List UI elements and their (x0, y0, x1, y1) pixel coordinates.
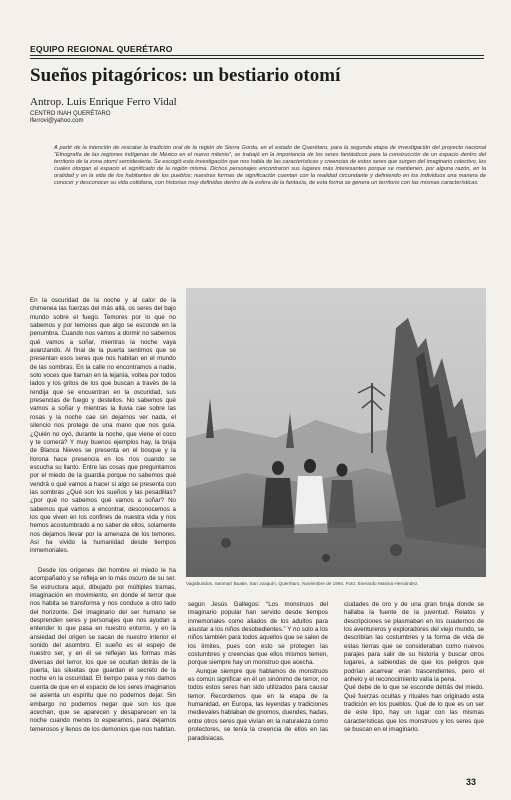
page-number: 33 (466, 777, 477, 787)
body-column-middle (188, 601, 328, 767)
article-photo (186, 288, 486, 577)
photo-caption: Vagabundos, Sanmarí Buatie, San Joaquín, Querétaro, Noviembre de 1994. Foto: Everardo Masina Hernández. (186, 581, 419, 586)
author-affiliation (30, 111, 111, 125)
body-paragraph: Desde los orígenes del hombre el miedo le ha acompañado y se refleja en lo más oscuro de su ser. Se estructura aquí, dibujado por múltiples tramas, imaginación en movimiento, en donde el terror que nos habita se transforma y nos conduce a otro lado del horizonte. Del imaginario del ser humano se desprenden seres y personajes que nos ayudan a entender lo que pasa en nuestro entorno, y en la ansiedad del origen se sacan de nuestro interior el sonido del asombro. El sueño es el espejo de nuestro ser, y en él se reflejan las formas más diversas del terror, los que se ocultan detrás de la puerta, las siluetas que guardan el secreto de la noche en la oscuridad. El tiempo pasa y nos damos cuenta de que en el espacio de los seres imaginarios se asienta un espíritu que no podemos dejar. Sin embargo no podemos negar que son los que acechan, que se aparecen y desaparecen en la noche cuando menos lo esperamos, para dejarnos temerosos y llenos de los demonios que nos habitan. (30, 567, 176, 733)
header-rule-thin (30, 58, 484, 59)
body-paragraph: Qué debe de lo que se esconde detrás del miedo. Qué fuerzas ocultas y rituales han originado esta tradición en los pueblos. Qué de lo que es un ser de este tipo, hay un lugar con las mismas características que los monstruos y los seres que se buscan en el imaginario. (344, 684, 484, 734)
header-rule (30, 55, 484, 56)
body-column-left-top (30, 297, 176, 559)
landscape-photo-graphic (186, 288, 486, 577)
body-paragraph: En la oscuridad de la noche y al calor de la chimenea las fuerzas del más allá, os seres del bajo mundo sobre el fuego. Temores por lo que no sabemos y por temores que algo se esconde en la penumbra. Cuando nos vamos a dormir no sabemos qué vamos a soñar, mientras la noche vaya avanzando. Al final de la puerta sentimos que se presentan esos seres que nos habitan en el mundo de las sombras. En la calle no encontramos a nadie, solo voces que llaman en la lejanía, voltea por todos lados y los gritos de los que buscan a través de la rendija que se encuentran en la oscuridad, sus presencias de fuego y destellos. No sabemos qué vamos a soñar y mientras la lluvia cae sobre las rosas y la noche cae sin dejarnos ver nada, el silencio nos protege de una mano que nos guía. ¿Quién no oyó, durante la noche, que viene el coco y te comerá? Y muy buenos ejemplos hay, la bruja de Blanca Nieves se presenta en el bosque y la llorona hace presencia en los ríos cuando se escucha su llanto. Entre las cosas que preguntamos por el miedo de la guardia porque no sabemos qué vendrá o qué vamos a hacer si algo se presenta con las sombras ¿Qué son los sueños y las pesadillas? ¿por qué no sabemos qué vamos a soñar? No sabemos qué vamos a encontrar, desconocemos a los que viven en los confines de nuestra vida y nos hemos acostumbrado a no saber de ellos, solamente nos dejamos llevar por la amenaza de los temores. Así ha vivido la humanidad desde tiempos inmemoriales. (30, 297, 176, 555)
affiliation-line: CENTRO INAH QUERÉTARO (30, 111, 111, 117)
body-paragraph: ciudades de oro y de una gran bruja donde se hallaba la fuente de la juventud. Relatos y descripciones se plasmaban en los cuadernos de los aventureros y exploradores del viejo mundo, se describían las costumbres y la forma de vida de estas tierras que se consideraban como nuevos parajes para salir de su historia y buscar otros lugares, a sabiendas de que los peligros que podrían acarrear eran trascendentes, pero el anhelo y el reconocimiento valía la pena. (344, 601, 484, 684)
body-column-left-bottom (30, 567, 176, 767)
abstract-text: A partir de la intención de rescatar la tradición oral de la región de Sierra Gorda, en el estado de Querétaro, para la segunda etapa de investigación del proyecto nacional “Etnografía de las regiones indígenas de México en el nuevo milenio”, se trabajó en la importancia de los seres fantásticos para la construcción de un espacio dentro del territorio de la zona otomí semidesierta. Se escogió esta investigación que nos habla de las características y creencias de estos seres que surgen del imaginario colectivo, los cuales otorgan al espacio el significado de la región misma. Dichos personajes encontraron sus lugares más interesantes porque se mantienen, por alguna razón, en la oralidad y en la vida de los habitantes de los pueblos; nuestras formas de significación cuentan con la realidad circundante y definiendo en los individuos una manera de conocer y desconocer su vida cotidiana, con historias muy definidas dentro de la esfera de la fantasía, de esta forma se genera un territorio con las mismas características. (54, 145, 486, 186)
body-paragraph: según Jesús Gallegos: “Los monstruos del imaginario popular han servido desde tiempos inmemoriales como aliados de los adultos para asustar a los niños desobedientes.” Y no solo a los niños también para todos aquellos que se salen de los límites, pues con esto se protegen las costumbres y creencias que ellos mismos temen, porque siempre hay un monstruo que acecha. (188, 601, 328, 667)
section-label: EQUIPO REGIONAL QUERÉTARO (30, 44, 173, 54)
author-name: Antrop. Luis Enrique Ferro Vidal (30, 96, 177, 108)
body-column-right (344, 601, 484, 767)
article-title: Sueños pitagóricos: un bestiario otomí (30, 65, 341, 86)
body-paragraph: Aunque siempre que hablamos de monstruos es común significar en él un sinónimo de terror, no todos estos seres han sido utilizados para causar temor. Recordemos que en la etapa de la humanidad, en Europa, las leyendas y tradiciones medievales hablaban de gnomos, duendes, hadas, entre otros seres que vivían en la naturaleza como protectores, se tenía la creencia de ellos en las paradisiacas. (188, 667, 328, 742)
author-email: lferrovi@yahoo.com (30, 118, 84, 124)
